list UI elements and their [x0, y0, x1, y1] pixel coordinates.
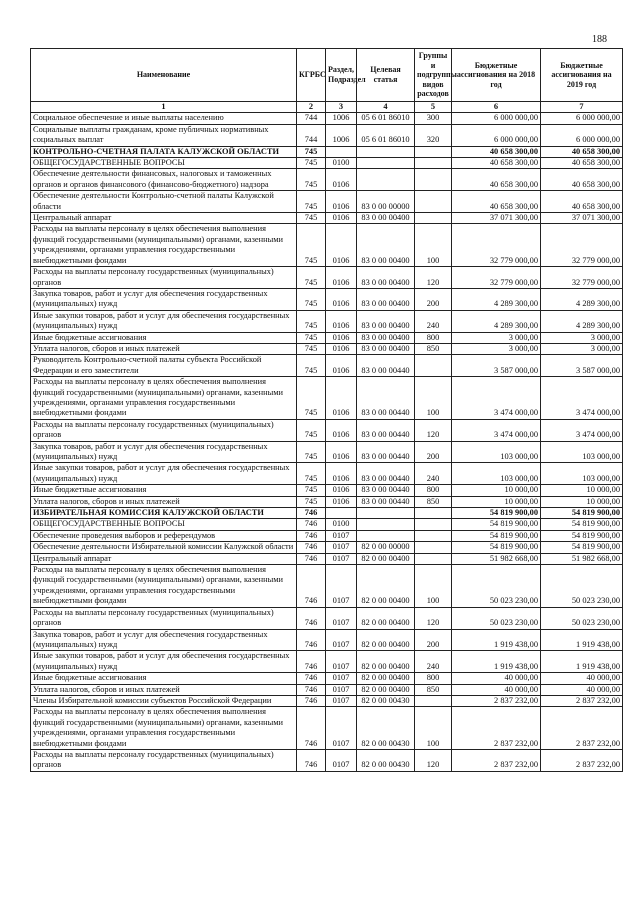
cell-section [326, 146, 357, 157]
table-row [31, 695, 623, 706]
cell-amount-2018: 54 819 900,00 [452, 542, 541, 553]
cell-target: 05 6 01 86010 [357, 124, 415, 146]
cell-name: Социальное обеспечение и иные выплаты населению [31, 113, 297, 124]
cell-amount-2019: 3 474 000,00 [541, 377, 623, 420]
cell-target: 83 0 00 00440 [357, 463, 415, 485]
cell-amount-2019: 3 000,00 [541, 343, 623, 354]
table-row [31, 113, 623, 124]
cell-amount-2018: 54 819 900,00 [452, 508, 541, 519]
cell-kgrbs: 745 [297, 463, 326, 485]
cell-section: 1006 [326, 113, 357, 124]
table-row [31, 485, 623, 496]
cell-amount-2019: 4 289 300,00 [541, 288, 623, 310]
table-row [31, 224, 623, 267]
cell-name: Центральный аппарат [31, 553, 297, 564]
cell-section: 0106 [326, 332, 357, 343]
table-row [31, 288, 623, 310]
cell-target [357, 508, 415, 519]
cell-name: Обеспечение проведения выборов и референдумов [31, 530, 297, 541]
cell-target: 83 0 00 00440 [357, 419, 415, 441]
cell-target: 83 0 00 00400 [357, 213, 415, 224]
cell-kgrbs: 745 [297, 441, 326, 463]
cell-name: Закупка товаров, работ и услуг для обеспечения государственных (муниципальных) нужд [31, 288, 297, 310]
col-number: 7 [541, 102, 623, 113]
cell-amount-2018: 103 000,00 [452, 463, 541, 485]
table-row [31, 707, 623, 750]
cell-amount-2019: 1 919 438,00 [541, 651, 623, 673]
cell-section: 0107 [326, 542, 357, 553]
cell-name: Расходы на выплаты персоналу государственных (муниципальных) органов [31, 419, 297, 441]
cell-section: 0106 [326, 191, 357, 213]
cell-name: Расходы на выплаты персоналу в целях обеспечения выполнения функций государственными (муниципальными) органами, казенными учреждениями, органами управления государственными внебюджетными фондами [31, 707, 297, 750]
table-row [31, 629, 623, 651]
cell-name: Расходы на выплаты персоналу в целях обеспечения выполнения функций государственными (муниципальными) органами, казенными учреждениями, органами управления государственными внебюджетными фондами [31, 377, 297, 420]
table-row [31, 377, 623, 420]
cell-section: 0106 [326, 419, 357, 441]
cell-name: Иные бюджетные ассигнования [31, 332, 297, 343]
cell-kgrbs: 745 [297, 169, 326, 191]
cell-amount-2018: 10 000,00 [452, 485, 541, 496]
cell-amount-2018: 2 837 232,00 [452, 695, 541, 706]
col-number: 6 [452, 102, 541, 113]
cell-name: Иные закупки товаров, работ и услуг для обеспечения государственных (муниципальных) нужд [31, 651, 297, 673]
cell-amount-2018: 51 982 668,00 [452, 553, 541, 564]
table-row [31, 158, 623, 169]
cell-name: ИЗБИРАТЕЛЬНАЯ КОМИССИЯ КАЛУЖСКОЙ ОБЛАСТИ [31, 508, 297, 519]
table-row [31, 213, 623, 224]
cell-section: 0107 [326, 707, 357, 750]
cell-kgrbs: 746 [297, 519, 326, 530]
cell-amount-2018: 40 658 300,00 [452, 158, 541, 169]
cell-kgrbs: 746 [297, 530, 326, 541]
cell-kgrbs: 746 [297, 542, 326, 553]
table-row [31, 463, 623, 485]
cell-group: 200 [415, 441, 452, 463]
cell-amount-2018: 103 000,00 [452, 441, 541, 463]
cell-section: 0107 [326, 565, 357, 608]
table-row [31, 419, 623, 441]
cell-group: 300 [415, 113, 452, 124]
cell-amount-2018: 40 000,00 [452, 673, 541, 684]
cell-name: КОНТРОЛЬНО-СЧЕТНАЯ ПАЛАТА КАЛУЖСКОЙ ОБЛАСТИ [31, 146, 297, 157]
cell-group: 100 [415, 377, 452, 420]
cell-kgrbs: 746 [297, 607, 326, 629]
cell-section: 0107 [326, 749, 357, 771]
cell-amount-2018: 32 779 000,00 [452, 267, 541, 289]
cell-section: 0107 [326, 651, 357, 673]
cell-group: 240 [415, 310, 452, 332]
cell-section: 0106 [326, 310, 357, 332]
cell-target: 82 0 00 00400 [357, 629, 415, 651]
cell-kgrbs: 744 [297, 113, 326, 124]
cell-kgrbs: 744 [297, 124, 326, 146]
cell-amount-2018: 6 000 000,00 [452, 113, 541, 124]
cell-target: 83 0 00 00440 [357, 355, 415, 377]
cell-section: 1006 [326, 124, 357, 146]
cell-group: 120 [415, 749, 452, 771]
cell-group [415, 191, 452, 213]
cell-amount-2018: 6 000 000,00 [452, 124, 541, 146]
cell-target: 82 0 00 00430 [357, 695, 415, 706]
cell-target: 82 0 00 00400 [357, 684, 415, 695]
table-row [31, 673, 623, 684]
cell-amount-2018: 3 474 000,00 [452, 419, 541, 441]
cell-amount-2018: 1 919 438,00 [452, 651, 541, 673]
cell-group [415, 695, 452, 706]
cell-section: 0106 [326, 463, 357, 485]
cell-target: 05 6 01 86010 [357, 113, 415, 124]
cell-kgrbs: 746 [297, 749, 326, 771]
cell-amount-2018: 2 837 232,00 [452, 707, 541, 750]
cell-kgrbs: 746 [297, 565, 326, 608]
table-row [31, 355, 623, 377]
table-row [31, 169, 623, 191]
cell-group: 240 [415, 463, 452, 485]
cell-kgrbs: 745 [297, 332, 326, 343]
header-group: Группы и подгруппы видов расходов [415, 49, 452, 102]
cell-kgrbs: 745 [297, 343, 326, 354]
cell-amount-2019: 3 000,00 [541, 332, 623, 343]
cell-kgrbs: 745 [297, 158, 326, 169]
column-number-row [31, 102, 623, 113]
header-name: Наименование [31, 49, 297, 102]
cell-amount-2019: 4 289 300,00 [541, 310, 623, 332]
cell-group: 100 [415, 224, 452, 267]
cell-amount-2019: 2 837 232,00 [541, 749, 623, 771]
cell-name: Расходы на выплаты персоналу государственных (муниципальных) органов [31, 267, 297, 289]
cell-group [415, 355, 452, 377]
cell-kgrbs: 745 [297, 496, 326, 507]
cell-name: Обеспечение деятельности финансовых, налоговых и таможенных органов и органов финансового (финансово-бюджетного) надзора [31, 169, 297, 191]
cell-name: Уплата налогов, сборов и иных платежей [31, 496, 297, 507]
cell-target: 82 0 00 00400 [357, 565, 415, 608]
cell-amount-2018: 54 819 900,00 [452, 519, 541, 530]
cell-amount-2019: 3 474 000,00 [541, 419, 623, 441]
cell-group: 850 [415, 684, 452, 695]
cell-target [357, 169, 415, 191]
cell-name: Закупка товаров, работ и услуг для обеспечения государственных (муниципальных) нужд [31, 629, 297, 651]
cell-group: 240 [415, 651, 452, 673]
cell-amount-2019: 40 658 300,00 [541, 191, 623, 213]
cell-amount-2019: 2 837 232,00 [541, 707, 623, 750]
cell-group: 200 [415, 629, 452, 651]
cell-amount-2019: 1 919 438,00 [541, 629, 623, 651]
table-row [31, 519, 623, 530]
cell-amount-2018: 40 000,00 [452, 684, 541, 695]
col-number: 2 [297, 102, 326, 113]
cell-name: ОБЩЕГОСУДАРСТВЕННЫЕ ВОПРОСЫ [31, 519, 297, 530]
cell-section: 0107 [326, 673, 357, 684]
cell-group: 320 [415, 124, 452, 146]
cell-amount-2018: 3 000,00 [452, 332, 541, 343]
cell-section: 0106 [326, 441, 357, 463]
cell-name: Иные бюджетные ассигнования [31, 485, 297, 496]
table-row [31, 332, 623, 343]
cell-name: Расходы на выплаты персоналу в целях обеспечения выполнения функций государственными (муниципальными) органами, казенными учреждениями, органами управления государственными внебюджетными фондами [31, 565, 297, 608]
cell-target [357, 530, 415, 541]
cell-target: 83 0 00 00400 [357, 332, 415, 343]
cell-amount-2018: 54 819 900,00 [452, 530, 541, 541]
table-row [31, 191, 623, 213]
cell-group: 100 [415, 565, 452, 608]
cell-target [357, 146, 415, 157]
cell-amount-2018: 40 658 300,00 [452, 169, 541, 191]
cell-group: 800 [415, 485, 452, 496]
cell-section: 0106 [326, 213, 357, 224]
cell-target: 83 0 00 00440 [357, 377, 415, 420]
cell-section: 0106 [326, 169, 357, 191]
cell-target: 83 0 00 00440 [357, 496, 415, 507]
col-number: 4 [357, 102, 415, 113]
cell-name: Закупка товаров, работ и услуг для обеспечения государственных (муниципальных) нужд [31, 441, 297, 463]
cell-section: 0106 [326, 496, 357, 507]
cell-kgrbs: 746 [297, 684, 326, 695]
cell-kgrbs: 745 [297, 377, 326, 420]
budget-table [30, 48, 623, 772]
header-row [31, 49, 623, 102]
table-row [31, 496, 623, 507]
cell-amount-2019: 6 000 000,00 [541, 113, 623, 124]
cell-section: 0106 [326, 288, 357, 310]
cell-target: 82 0 00 00000 [357, 542, 415, 553]
cell-kgrbs: 745 [297, 419, 326, 441]
cell-target: 82 0 00 00430 [357, 749, 415, 771]
cell-kgrbs: 746 [297, 651, 326, 673]
table-row [31, 607, 623, 629]
cell-amount-2019: 37 071 300,00 [541, 213, 623, 224]
cell-name: Расходы на выплаты персоналу государственных (муниципальных) органов [31, 607, 297, 629]
cell-section: 0107 [326, 684, 357, 695]
cell-target: 83 0 00 00440 [357, 485, 415, 496]
cell-kgrbs: 746 [297, 707, 326, 750]
cell-group: 800 [415, 673, 452, 684]
cell-amount-2018: 1 919 438,00 [452, 629, 541, 651]
cell-section [326, 508, 357, 519]
cell-amount-2019: 54 819 900,00 [541, 530, 623, 541]
cell-target: 83 0 00 00400 [357, 310, 415, 332]
table-row [31, 749, 623, 771]
cell-target: 82 0 00 00400 [357, 553, 415, 564]
cell-name: Центральный аппарат [31, 213, 297, 224]
cell-name: Обеспечение деятельности Избирательной комиссии Калужской области [31, 542, 297, 553]
cell-group: 200 [415, 288, 452, 310]
cell-name: Иные бюджетные ассигнования [31, 673, 297, 684]
table-row [31, 441, 623, 463]
cell-amount-2019: 54 819 900,00 [541, 519, 623, 530]
cell-kgrbs: 745 [297, 213, 326, 224]
cell-name: ОБЩЕГОСУДАРСТВЕННЫЕ ВОПРОСЫ [31, 158, 297, 169]
cell-section: 0107 [326, 553, 357, 564]
cell-amount-2019: 3 587 000,00 [541, 355, 623, 377]
cell-target: 82 0 00 00430 [357, 707, 415, 750]
cell-kgrbs: 746 [297, 673, 326, 684]
cell-group [415, 542, 452, 553]
cell-kgrbs: 745 [297, 224, 326, 267]
cell-amount-2018: 3 000,00 [452, 343, 541, 354]
cell-amount-2018: 3 474 000,00 [452, 377, 541, 420]
cell-kgrbs: 745 [297, 355, 326, 377]
cell-amount-2019: 54 819 900,00 [541, 542, 623, 553]
cell-group: 120 [415, 607, 452, 629]
cell-target: 82 0 00 00400 [357, 651, 415, 673]
cell-amount-2019: 51 982 668,00 [541, 553, 623, 564]
cell-kgrbs: 746 [297, 508, 326, 519]
cell-group [415, 519, 452, 530]
cell-name: Уплата налогов, сборов и иных платежей [31, 343, 297, 354]
cell-amount-2018: 37 071 300,00 [452, 213, 541, 224]
cell-name: Члены Избирательной комиссии субъектов Российской Федерации [31, 695, 297, 706]
cell-target: 82 0 00 00400 [357, 673, 415, 684]
cell-kgrbs: 745 [297, 288, 326, 310]
cell-group: 800 [415, 332, 452, 343]
cell-group: 850 [415, 343, 452, 354]
cell-target: 83 0 00 00000 [357, 191, 415, 213]
cell-target: 83 0 00 00400 [357, 267, 415, 289]
cell-amount-2019: 6 000 000,00 [541, 124, 623, 146]
cell-target: 83 0 00 00440 [357, 441, 415, 463]
cell-name: Руководитель Контрольно-счетной палаты субъекта Российской Федерации и его заместители [31, 355, 297, 377]
cell-group [415, 146, 452, 157]
cell-amount-2018: 10 000,00 [452, 496, 541, 507]
col-number: 1 [31, 102, 297, 113]
cell-kgrbs: 746 [297, 629, 326, 651]
cell-amount-2018: 50 023 230,00 [452, 607, 541, 629]
cell-section: 0106 [326, 485, 357, 496]
cell-name: Иные закупки товаров, работ и услуг для обеспечения государственных (муниципальных) нужд [31, 310, 297, 332]
cell-section: 0106 [326, 355, 357, 377]
cell-amount-2019: 2 837 232,00 [541, 695, 623, 706]
table-body [31, 113, 623, 771]
cell-kgrbs: 745 [297, 310, 326, 332]
table-row [31, 684, 623, 695]
cell-amount-2019: 40 658 300,00 [541, 169, 623, 191]
cell-group [415, 169, 452, 191]
cell-group [415, 158, 452, 169]
table-row [31, 565, 623, 608]
table-row [31, 553, 623, 564]
table-row [31, 146, 623, 157]
table-row [31, 310, 623, 332]
cell-section: 0106 [326, 267, 357, 289]
cell-section: 0100 [326, 519, 357, 530]
cell-amount-2018: 40 658 300,00 [452, 191, 541, 213]
cell-group: 120 [415, 267, 452, 289]
cell-target: 83 0 00 00400 [357, 288, 415, 310]
table-row [31, 508, 623, 519]
cell-amount-2018: 2 837 232,00 [452, 749, 541, 771]
cell-name: Расходы на выплаты персоналу государственных (муниципальных) органов [31, 749, 297, 771]
col-number: 3 [326, 102, 357, 113]
cell-section: 0106 [326, 377, 357, 420]
cell-section: 0107 [326, 607, 357, 629]
cell-section: 0106 [326, 343, 357, 354]
cell-kgrbs: 746 [297, 695, 326, 706]
cell-amount-2019: 50 023 230,00 [541, 607, 623, 629]
cell-name: Уплата налогов, сборов и иных платежей [31, 684, 297, 695]
cell-group [415, 553, 452, 564]
cell-name: Расходы на выплаты персоналу в целях обеспечения выполнения функций государственными (муниципальными) органами, казенными учреждениями, органами управления государственными внебюджетными фондами [31, 224, 297, 267]
cell-target: 83 0 00 00400 [357, 343, 415, 354]
cell-amount-2018: 40 658 300,00 [452, 146, 541, 157]
table-row [31, 343, 623, 354]
header-kgrbs: КГРБС [297, 49, 326, 102]
cell-name: Обеспечение деятельности Контрольно-счетной палаты Калужской области [31, 191, 297, 213]
header-section: Раздел, Подраздел [326, 49, 357, 102]
cell-target [357, 158, 415, 169]
cell-target: 82 0 00 00400 [357, 607, 415, 629]
col-number: 5 [415, 102, 452, 113]
cell-amount-2019: 54 819 900,00 [541, 508, 623, 519]
header-2018: Бюджетные ассигнования на 2018 год [452, 49, 541, 102]
cell-group: 120 [415, 419, 452, 441]
cell-section: 0100 [326, 158, 357, 169]
header-target: Целевая статья [357, 49, 415, 102]
cell-amount-2019: 32 779 000,00 [541, 267, 623, 289]
page-number: 188 [592, 34, 607, 45]
cell-name: Социальные выплаты гражданам, кроме публичных нормативных социальных выплат [31, 124, 297, 146]
cell-amount-2019: 103 000,00 [541, 463, 623, 485]
header-2019: Бюджетные ассигнования на 2019 год [541, 49, 623, 102]
cell-kgrbs: 745 [297, 191, 326, 213]
cell-amount-2019: 10 000,00 [541, 496, 623, 507]
cell-section: 0107 [326, 695, 357, 706]
cell-amount-2019: 32 779 000,00 [541, 224, 623, 267]
cell-group [415, 213, 452, 224]
cell-amount-2019: 40 000,00 [541, 684, 623, 695]
table-row [31, 267, 623, 289]
cell-amount-2019: 50 023 230,00 [541, 565, 623, 608]
table-row [31, 124, 623, 146]
cell-amount-2018: 32 779 000,00 [452, 224, 541, 267]
table-row [31, 530, 623, 541]
cell-kgrbs: 746 [297, 553, 326, 564]
cell-amount-2019: 40 000,00 [541, 673, 623, 684]
cell-section: 0106 [326, 224, 357, 267]
cell-group [415, 530, 452, 541]
cell-name: Иные закупки товаров, работ и услуг для обеспечения государственных (муниципальных) нужд [31, 463, 297, 485]
cell-amount-2019: 103 000,00 [541, 441, 623, 463]
cell-amount-2019: 40 658 300,00 [541, 146, 623, 157]
cell-target [357, 519, 415, 530]
cell-amount-2018: 4 289 300,00 [452, 288, 541, 310]
cell-group: 100 [415, 707, 452, 750]
cell-amount-2019: 40 658 300,00 [541, 158, 623, 169]
table-row [31, 651, 623, 673]
cell-kgrbs: 745 [297, 485, 326, 496]
cell-group: 850 [415, 496, 452, 507]
table-row [31, 542, 623, 553]
cell-kgrbs: 745 [297, 267, 326, 289]
cell-kgrbs: 745 [297, 146, 326, 157]
cell-target: 83 0 00 00400 [357, 224, 415, 267]
cell-section: 0107 [326, 530, 357, 541]
cell-amount-2018: 50 023 230,00 [452, 565, 541, 608]
cell-amount-2018: 3 587 000,00 [452, 355, 541, 377]
cell-amount-2018: 4 289 300,00 [452, 310, 541, 332]
cell-section: 0107 [326, 629, 357, 651]
cell-group [415, 508, 452, 519]
cell-amount-2019: 10 000,00 [541, 485, 623, 496]
